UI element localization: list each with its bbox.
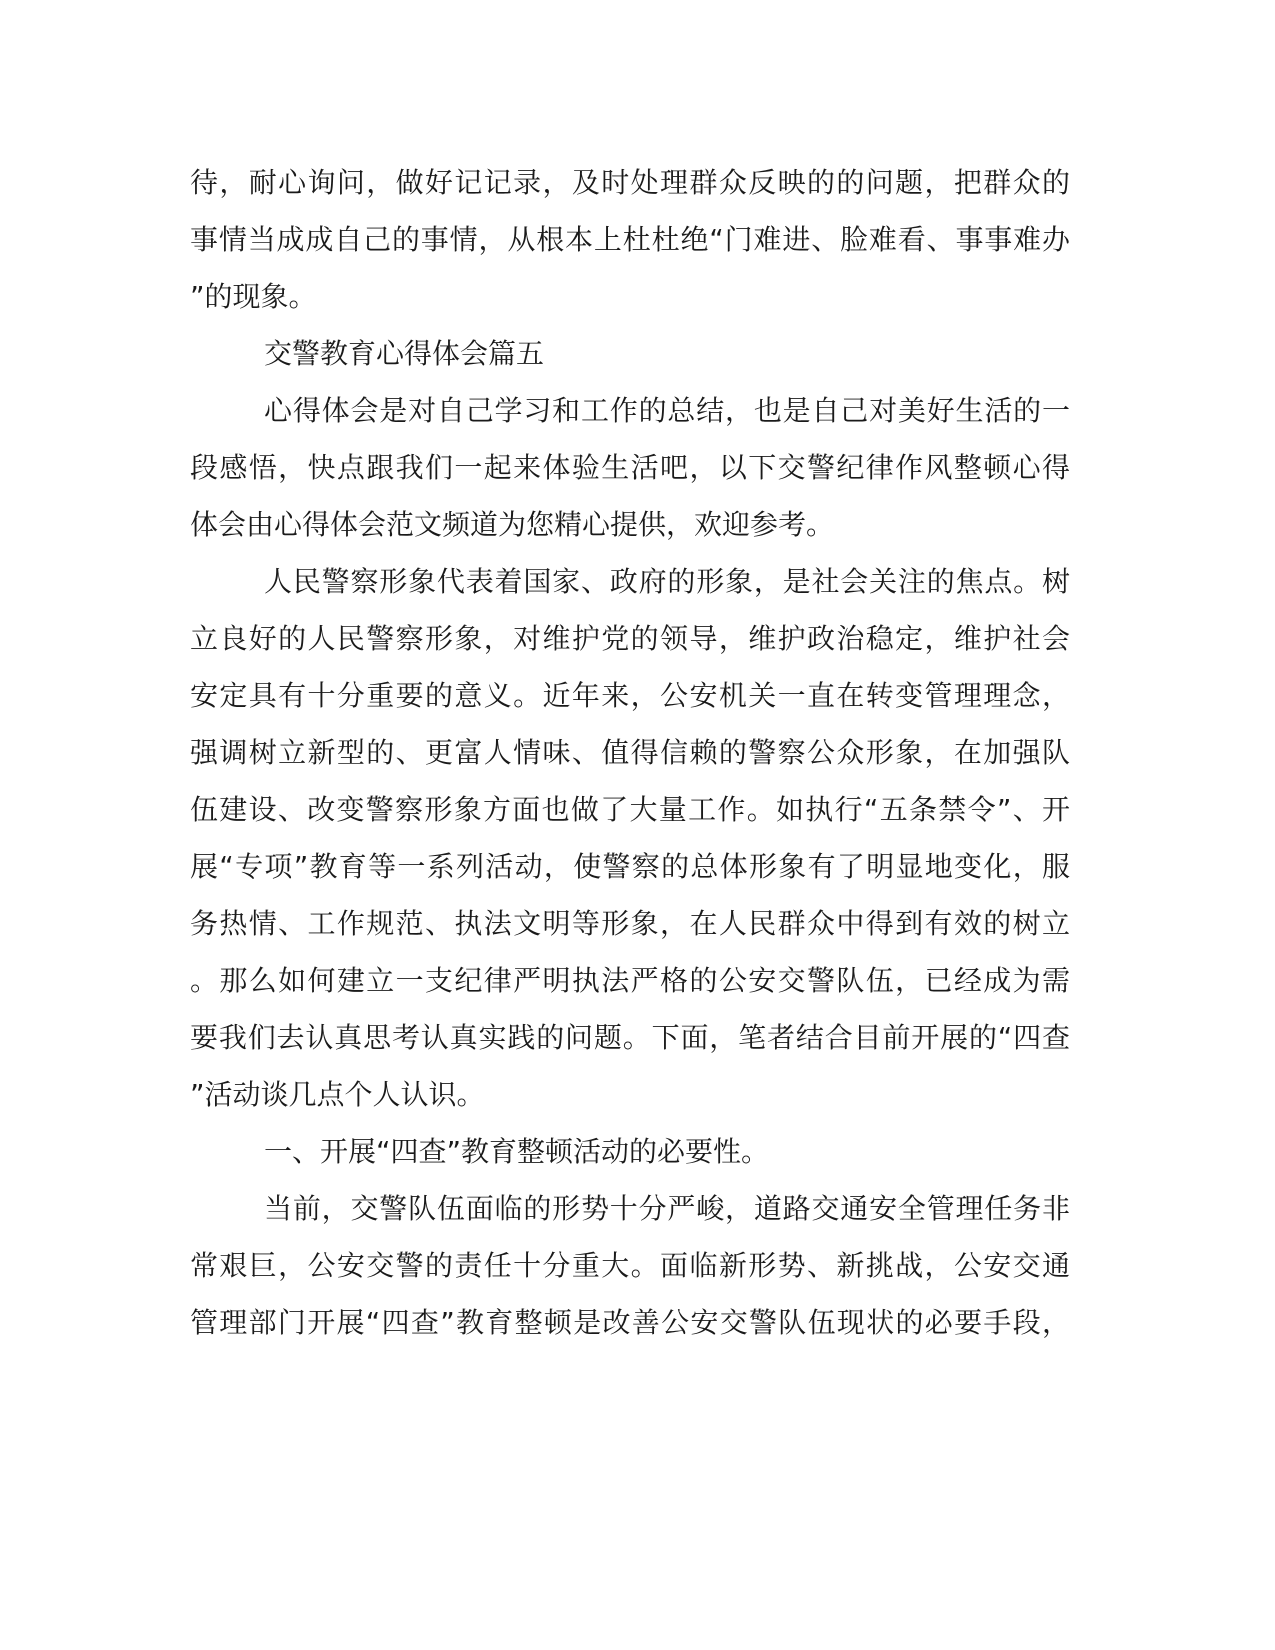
text-line: 心得体会是对自己学习和工作的总结，也是自己对美好生活的一	[264, 394, 1070, 427]
text-line: 当前，交警队伍面临的形势十分严峻，道路交通安全管理任务非	[264, 1192, 1070, 1225]
text-line: 务热情、工作规范、执法文明等形象，在人民群众中得到有效的树立	[190, 907, 1070, 940]
text-line: 体会由心得体会范文频道为您精心提供，欢迎参考。	[190, 508, 835, 541]
text-line: 立良好的人民警察形象，对维护党的领导，维护政治稳定，维护社会	[190, 622, 1070, 655]
text-line: 人民警察形象代表着国家、政府的形象，是社会关注的焦点。树	[264, 565, 1070, 598]
text-line: 要我们去认真思考认真实践的问题。下面，笔者结合目前开展的“四查	[190, 1021, 1070, 1054]
text-line: 常艰巨，公安交警的责任十分重大。面临新形势、新挑战，公安交通	[190, 1249, 1070, 1282]
text-line: 。那么如何建立一支纪律严明执法严格的公安交警队伍，已经成为需	[190, 964, 1070, 997]
section-heading: 交警教育心得体会篇五	[264, 337, 545, 370]
text-line: ”活动谈几点个人认识。	[190, 1078, 485, 1111]
text-line: 段感悟，快点跟我们一起来体验生活吧，以下交警纪律作风整顿心得	[190, 451, 1070, 484]
text-line: 强调树立新型的、更富人情味、值得信赖的警察公众形象，在加强队	[190, 736, 1070, 769]
text-line: 事情当成成自己的事情，从根本上杜杜绝“门难进、脸难看、事事难办	[190, 223, 1070, 256]
text-line: 伍建设、改变警察形象方面也做了大量工作。如执行“五条禁令”、开	[190, 793, 1070, 826]
text-line: ”的现象。	[190, 280, 317, 313]
text-line: 展“专项”教育等一系列活动，使警察的总体形象有了明显地变化，服	[190, 850, 1070, 883]
section-heading: 一、开展“四查”教育整顿活动的必要性。	[264, 1135, 770, 1168]
text-line: 安定具有十分重要的意义。近年来，公安机关一直在转变管理理念，	[190, 679, 1070, 712]
text-line: 管理部门开展“四查”教育整顿是改善公安交警队伍现状的必要手段，	[190, 1306, 1070, 1339]
text-line: 待，耐心询问，做好记记录，及时处理群众反映的的问题，把群众的	[190, 166, 1070, 199]
